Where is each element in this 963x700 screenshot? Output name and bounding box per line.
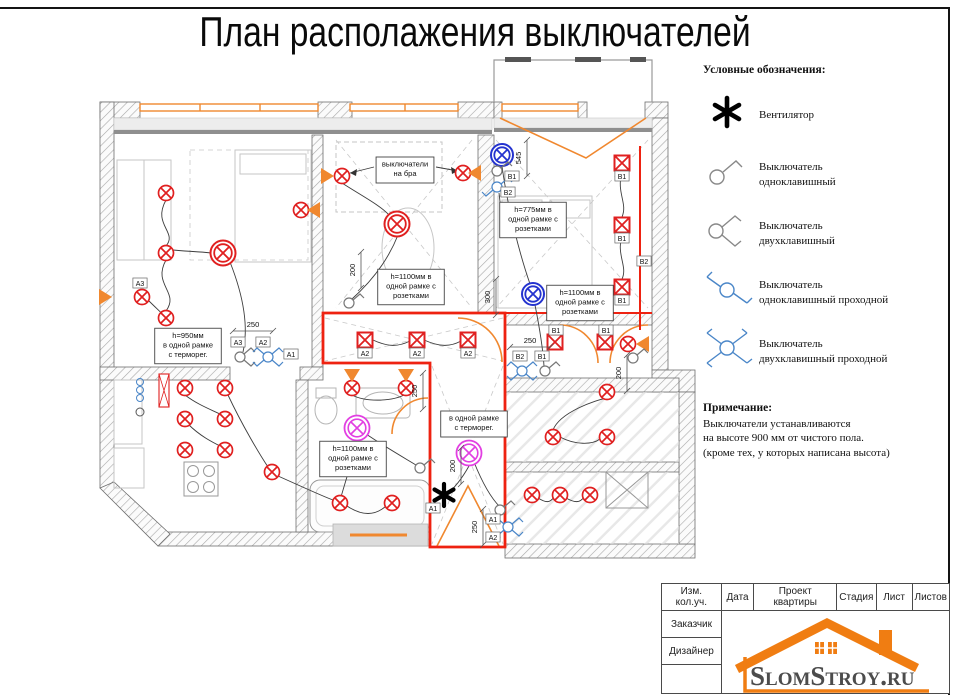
ref-tag	[410, 348, 424, 358]
ceiling-light-red	[546, 430, 561, 445]
ceiling-light-red	[335, 169, 350, 184]
svg-text:200: 200	[614, 366, 623, 380]
tb-cell-izm: Изм. кол.уч.	[662, 584, 722, 610]
dimension	[348, 249, 364, 291]
callout-label	[547, 285, 614, 321]
switch-s1	[540, 362, 560, 376]
ceiling-light-red-large	[385, 212, 410, 237]
ceiling-light-red	[345, 381, 360, 396]
switch-double-pass-icon	[703, 326, 759, 377]
tb-cell-sheets: Листов	[914, 591, 947, 603]
title-block-side	[662, 611, 722, 693]
ref-tag	[513, 351, 527, 361]
ref-tag	[505, 171, 519, 181]
note-block	[703, 401, 955, 461]
page-title: План располажения выключателей	[199, 8, 751, 55]
svg-text:с терморег.: с терморег.	[454, 423, 494, 432]
ceiling-light-red	[525, 488, 540, 503]
ref-tag	[461, 348, 475, 358]
logo	[722, 611, 949, 693]
svg-text:A2: A2	[488, 534, 498, 542]
ref-tag	[535, 351, 549, 361]
svg-text:одной рамке с: одной рамке с	[386, 281, 436, 291]
sconce-triangle	[344, 369, 360, 382]
ceiling-light-red-large	[211, 241, 236, 266]
ref-tag	[231, 337, 245, 347]
ref-tag	[615, 171, 629, 181]
title-block	[661, 583, 950, 694]
svg-text:A3: A3	[135, 280, 145, 288]
svg-text:B1: B1	[601, 327, 611, 335]
switch-single-pass-icon	[703, 267, 759, 318]
svg-text:розетками: розетками	[562, 306, 598, 316]
sconce-triangle	[321, 168, 334, 184]
ref-tag	[486, 532, 500, 542]
ceiling-light-red	[159, 186, 174, 201]
note-line: на высоте 900 мм от чистого пола.	[703, 432, 864, 445]
switch-s2p	[253, 348, 283, 366]
dimension	[230, 320, 276, 334]
ceiling-light-red	[159, 311, 174, 326]
svg-text:h=1100мм в: h=1100мм в	[332, 443, 374, 453]
svg-text:A2: A2	[463, 350, 473, 358]
ref-tag	[501, 187, 515, 197]
svg-text:A2: A2	[360, 350, 370, 358]
ref-tag	[599, 325, 613, 335]
wall-light-boxed	[615, 280, 630, 295]
note-line: Выключатели устанавливаются	[703, 417, 851, 430]
note-line: (кроме тех, у которых написана высота)	[703, 447, 890, 460]
fan-icon	[703, 90, 759, 141]
tb-cell-data: Дата	[722, 584, 755, 610]
tb-cell-project: Проект квартиры	[754, 584, 836, 610]
svg-text:A2: A2	[412, 350, 422, 358]
svg-text:250: 250	[470, 520, 479, 534]
balcony-light-strip	[333, 524, 428, 546]
ceiling-light-red	[621, 337, 636, 352]
ceiling-light-red	[218, 381, 233, 396]
svg-text:B1: B1	[507, 173, 517, 181]
svg-text:B2: B2	[639, 258, 649, 266]
svg-text:в одной рамке: в одной рамке	[162, 340, 214, 350]
note-heading: Примечание:	[703, 402, 773, 414]
legend-item-label: Выключатель одноклавишный проходной	[759, 279, 889, 306]
note-lines	[703, 417, 955, 462]
electric-panel	[159, 374, 169, 407]
ceiling-light-red	[600, 430, 615, 445]
switch-single-icon	[703, 149, 759, 200]
ceiling-light-magenta	[345, 416, 370, 441]
ceiling-light-red	[600, 385, 615, 400]
ceiling-light-red	[218, 443, 233, 458]
ceiling-light-red	[385, 496, 400, 511]
wall-light-boxed	[461, 333, 476, 348]
wall-light-boxed	[358, 333, 373, 348]
svg-text:на бра: на бра	[393, 169, 417, 178]
svg-text:200: 200	[448, 459, 457, 473]
legend-item	[703, 326, 955, 377]
svg-text:B2: B2	[503, 189, 513, 197]
title-block-header	[662, 584, 949, 611]
ref-tag	[549, 325, 563, 335]
ref-tag	[615, 233, 629, 243]
svg-text:250: 250	[523, 336, 537, 345]
legend-item-label: Вентилятор	[759, 109, 815, 122]
svg-text:в одной рамке: в одной рамке	[448, 413, 500, 423]
ceiling-light-magenta	[457, 441, 482, 466]
svg-text:200: 200	[348, 263, 357, 277]
svg-text:B1: B1	[617, 173, 627, 181]
dimension	[410, 370, 426, 412]
ref-tag	[486, 514, 500, 524]
svg-text:розетками: розетками	[515, 223, 551, 233]
ceiling-light-red	[583, 488, 598, 503]
switch-s1	[415, 459, 435, 473]
svg-text:B1: B1	[551, 327, 561, 335]
ref-tag	[284, 349, 298, 359]
ceiling-light-red	[333, 496, 348, 511]
wall-light-boxed	[615, 156, 630, 171]
ceiling-light-red	[553, 488, 568, 503]
svg-text:250: 250	[246, 320, 260, 329]
ref-tag	[256, 337, 270, 347]
svg-text:B2: B2	[515, 353, 525, 361]
ceiling-light-red	[218, 412, 233, 427]
tb-row-designer: Дизайнер	[662, 638, 721, 665]
svg-text:одной рамке с: одной рамке с	[508, 214, 558, 224]
sconce-triangle	[398, 369, 414, 382]
tb-row-empty	[662, 665, 721, 693]
legend-heading: Условные обозначения:	[703, 64, 826, 76]
ref-tag	[637, 256, 651, 266]
legend-item	[703, 149, 955, 200]
legend-items	[703, 90, 955, 377]
svg-text:с терморег.: с терморег.	[168, 349, 208, 359]
switch-s2p	[507, 362, 537, 380]
wall-light-boxed	[410, 333, 425, 348]
ref-tag	[426, 503, 440, 513]
svg-text:h=1100мм в: h=1100мм в	[390, 271, 432, 281]
ref-tag	[358, 348, 372, 358]
wall-light-boxed	[598, 335, 613, 350]
ceiling-light-red	[178, 412, 193, 427]
ceiling-light-blue	[522, 283, 544, 305]
balcony-outline	[494, 57, 652, 102]
logo-chimney	[879, 630, 892, 655]
svg-text:h=950мм: h=950мм	[172, 330, 204, 340]
logo-graphic	[723, 611, 949, 693]
tb-cell-sheet: Лист	[877, 584, 913, 610]
sconce-triangle	[468, 165, 481, 181]
callout-label	[320, 441, 387, 477]
legend-item	[703, 267, 955, 318]
dimension	[470, 506, 486, 548]
legend-panel	[703, 64, 955, 461]
logo-windows	[815, 642, 837, 654]
switch-s2	[235, 348, 255, 366]
ceiling-light-blue	[491, 144, 513, 166]
svg-text:250: 250	[410, 384, 419, 398]
svg-text:545: 545	[514, 151, 523, 165]
callout-label	[441, 411, 508, 437]
logo-text: SlomStroy.ru	[749, 661, 915, 691]
switch-s1	[344, 294, 364, 308]
svg-text:A2: A2	[258, 339, 268, 347]
ceiling-light-red	[294, 203, 309, 218]
svg-text:одной рамке с: одной рамке с	[555, 297, 605, 307]
svg-text:B1: B1	[617, 235, 627, 243]
ref-tag	[133, 278, 147, 288]
tb-row-customer: Заказчик	[662, 611, 721, 638]
switch-double-icon	[703, 208, 759, 259]
legend-item-label: Выключатель одноклавишный	[759, 161, 836, 188]
callout-label	[500, 202, 567, 238]
svg-text:A1: A1	[488, 516, 498, 524]
svg-text:h=1100мм в: h=1100мм в	[559, 287, 601, 297]
svg-text:B1: B1	[537, 353, 547, 361]
tb-cell-stage: Стадия	[837, 584, 877, 610]
legend-item-label: Выключатель двухклавишный проходной	[759, 338, 888, 365]
legend-item	[703, 90, 955, 141]
svg-text:розетками: розетками	[393, 290, 429, 300]
callout-label	[376, 157, 434, 183]
ref-tag	[615, 295, 629, 305]
svg-text:одной рамке с: одной рамке с	[328, 453, 378, 463]
dimension	[507, 336, 553, 350]
legend-item	[703, 208, 955, 259]
wall-insulation-bands	[114, 118, 652, 134]
wall-light-boxed	[615, 218, 630, 233]
ceiling-light-red	[265, 465, 280, 480]
windows	[140, 104, 578, 111]
callout-label	[378, 269, 445, 305]
ceiling-light-red	[178, 381, 193, 396]
svg-text:A1: A1	[428, 505, 438, 513]
ceiling-light-red	[159, 246, 174, 261]
legend-item-label: Выключатель двухклавишный	[759, 220, 835, 247]
svg-text:B1: B1	[617, 297, 627, 305]
ceiling-light-red	[178, 443, 193, 458]
svg-text:A3: A3	[233, 339, 243, 347]
svg-text:h=775мм в: h=775мм в	[514, 204, 552, 214]
ceiling-light-red	[135, 290, 150, 305]
svg-text:розетками: розетками	[335, 462, 371, 472]
callout-label	[155, 328, 222, 364]
svg-text:выключатели: выключатели	[381, 159, 429, 169]
svg-text:300: 300	[483, 290, 492, 304]
svg-text:A1: A1	[286, 351, 296, 359]
